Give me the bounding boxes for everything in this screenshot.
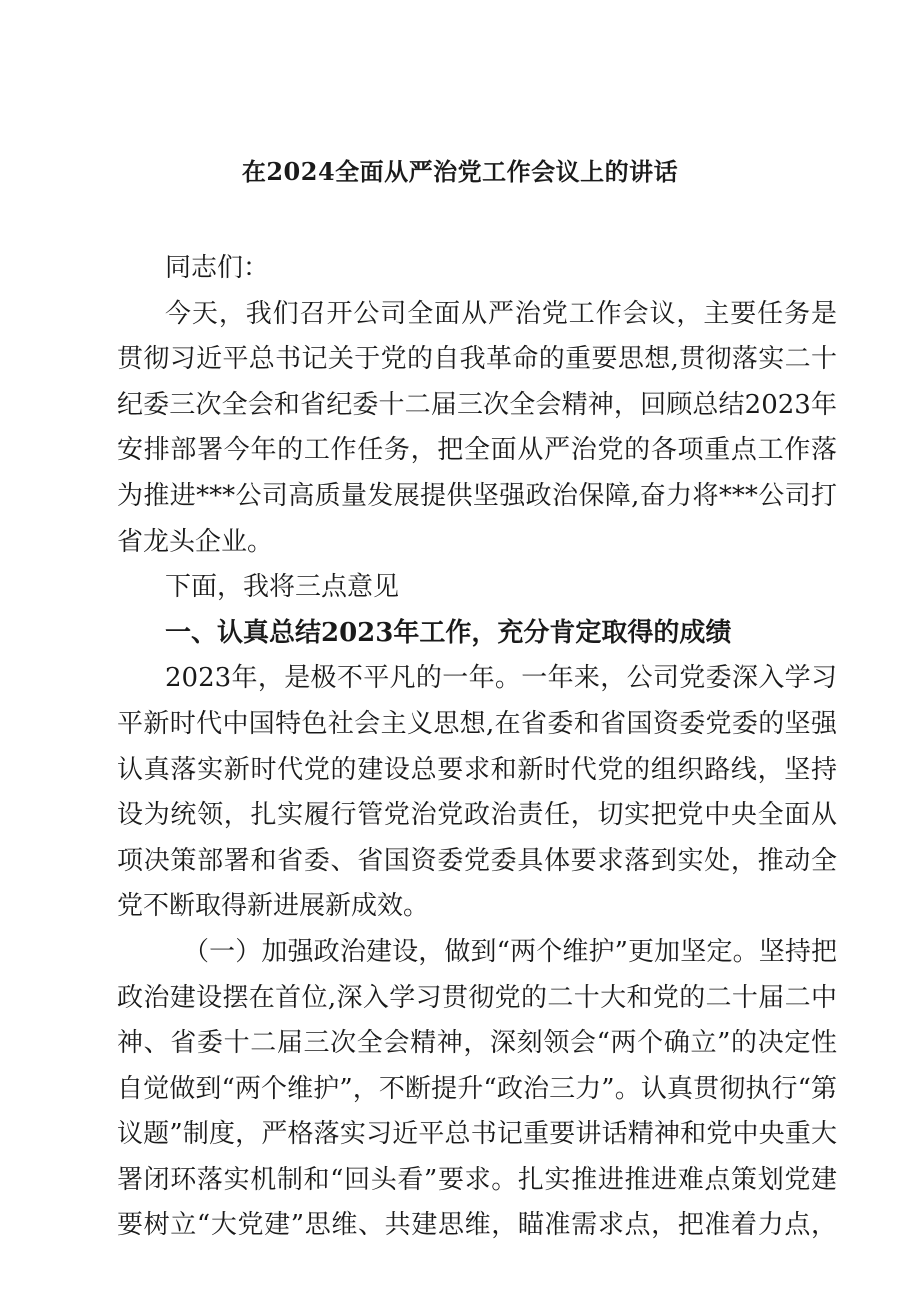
paragraph-line: 议题”制度，严格落实习近平总书记重要讲话精神和党中央重大 — [117, 1119, 837, 1150]
paragraph-line: 项决策部署和省委、省国资委党委具体要求落到实处，推动全 — [117, 845, 837, 876]
paragraph-line: 安排部署今年的工作任务，把全面从严治党的各项重点工作落 — [117, 435, 837, 466]
paragraph-line: 自觉做到“两个维护”，不断提升“政治三力”。认真贯彻执行“第 — [117, 1073, 837, 1104]
section-heading: 一、认真总结2023年工作，充分肯定取得的成绩 — [165, 617, 732, 648]
document-title: 在2024全面从严治党工作会议上的讲话 — [241, 157, 679, 186]
paragraph-line: 设为统领，扎实履行管党治党政治责任，切实把党中央全面从 — [117, 800, 837, 831]
document-body — [117, 246, 837, 1249]
paragraph-line: 纪委三次全会和省纪委十二届三次全会精神，回顾总结2023年 — [117, 389, 837, 420]
paragraph-line: 署闭环落实机制和“回头看”要求。扎实推进推进难点策划党建 — [117, 1164, 837, 1195]
paragraph-line: 党不断取得新进展新成效。 — [117, 891, 430, 922]
paragraph-line: 2023年，是极不平凡的一年。一年来，公司党委深入学习 — [165, 663, 837, 694]
paragraph-line: 今天，我们召开公司全面从严治党工作会议，主要任务是 — [165, 298, 837, 329]
paragraph-line: 平新时代中国特色社会主义思想,在省委和省国资委党委的坚强 — [117, 708, 837, 739]
paragraph-line: 政治建设摆在首位,深入学习贯彻党的二十大和党的二十届二中 — [117, 982, 837, 1013]
subsection-line: （一）加强政治建设，做到“两个维护”更加坚定。坚持把 — [183, 936, 837, 967]
paragraph-line: 贯彻习近平总书记关于党的自我革命的重要思想,贯彻落实二十 — [117, 344, 837, 375]
paragraph-line: 认真落实新时代党的建设总要求和新时代党的组织路线，坚持 — [117, 754, 837, 785]
paragraph-line: 为推进***公司高质量发展提供坚强政治保障,奋力将***公司打 — [117, 480, 837, 511]
paragraph-line: 神、省委十二届三次全会精神，深刻领会“两个确立”的决定性 — [117, 1028, 837, 1059]
paragraph-line: 省龙头企业。 — [117, 526, 274, 557]
paragraph-line: 下面，我将三点意见 — [165, 572, 400, 603]
paragraph-line: 要树立“大党建”思维、共建思维，瞄准需求点，把准着力点， — [117, 1210, 837, 1241]
salutation: 同志们： — [165, 253, 270, 283]
